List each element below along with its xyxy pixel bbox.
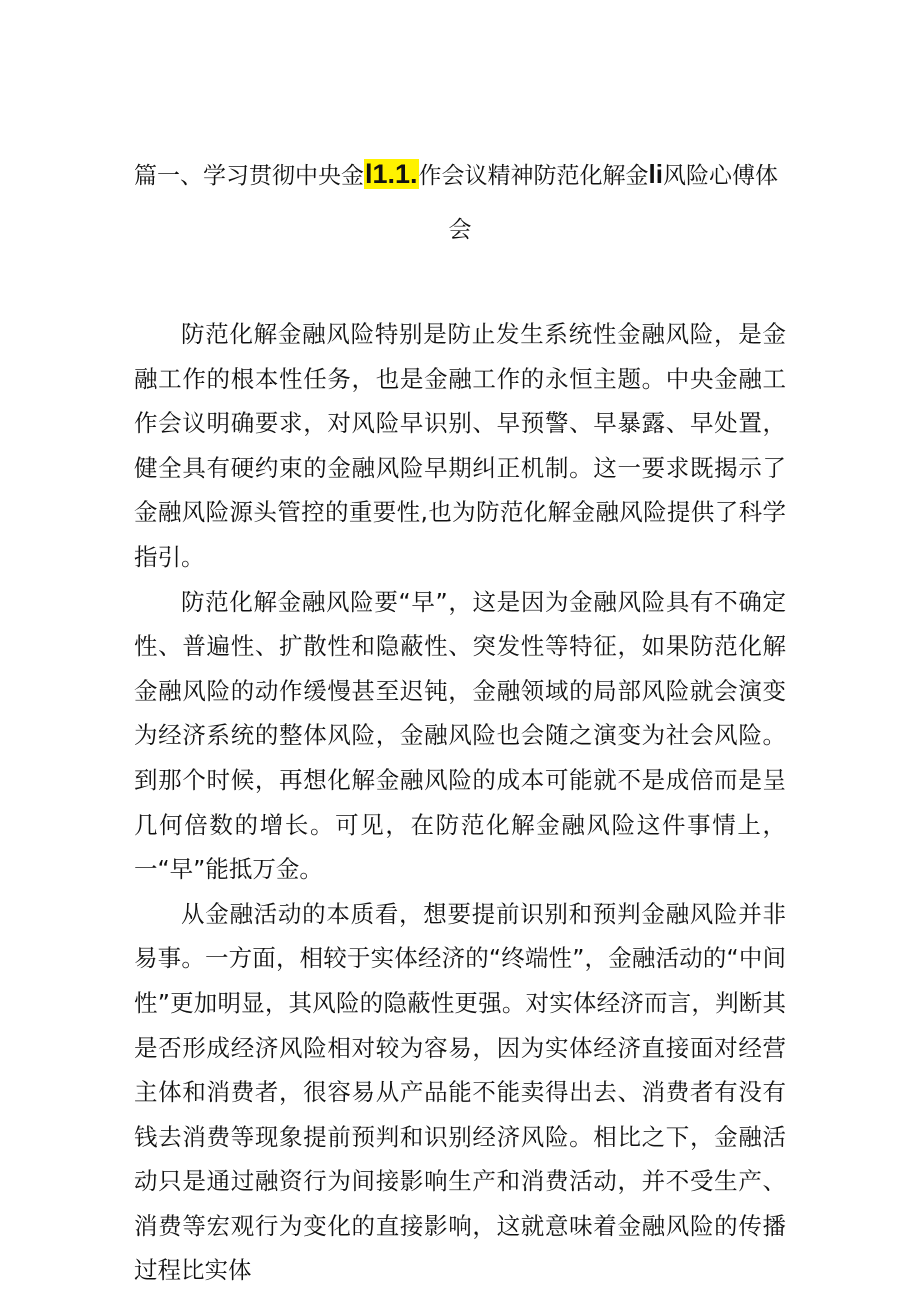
- document-title-continuation: 会: [448, 217, 472, 243]
- paragraph-1: 防范化解金融风险特别是防止发生系统性金融风险，是金融工作的根本性任务，也是金融工作的永恒主题。中央金融工作会议明确要求，对风险早识别、早预警、早暴露、早处置，健全具有硬约束的金融风险早期纠正机制。这一要求既揭示了金融风险源头管控的重要性,也为防范化解金融风险提供了科学指引。: [134, 320, 786, 571]
- paragraph-2: 防范化解金融风险要“早”，这是因为金融风险具有不确定性、普遍性、扩散性和隐蔽性、突发性等特征，如果防范化解金融风险的动作缓慢甚至迟钝，金融领域的局部风险就会演变为经济系统的整体风险，金融风险也会随之演变为社会风险。到那个时候，再想化解金融风险的成本可能就不是成倍而是呈几何倍数的增长。可见，在防范化解金融风险这件事情上，一“早”能抵万金。: [134, 587, 786, 884]
- paragraph-3: 从金融活动的本质看，想要提前识别和预判金融风险并非易事。一方面，相较于实体经济的“终端性”，金融活动的“中间性”更加明显，其风险的隐蔽性更强。对实体经济而言，判断其是否形成经济风险相对较为容易，因为实体经济直接面对经营主体和消费者，很容易从产品能不能卖得出去、消费者有没有钱去消费等现象提前预判和识别经济风险。相比之下，金融活动只是通过融资行为间接影响生产和消费活动，并不受生产、消费等宏观行为变化的直接影响，这就意味着金融风险的传播过程比实体: [134, 899, 786, 1285]
- document-body: [134, 312, 786, 1293]
- title-part-3: 风险心傅体: [663, 163, 778, 189]
- title-ocr-glitch: li: [648, 159, 663, 189]
- title-highlight: l1.1.: [365, 159, 418, 189]
- document-title: [134, 154, 814, 196]
- title-part-1: 篇一、学习贯彻中央金: [134, 163, 364, 189]
- title-part-2: 作会议精神防范化解金: [418, 163, 649, 189]
